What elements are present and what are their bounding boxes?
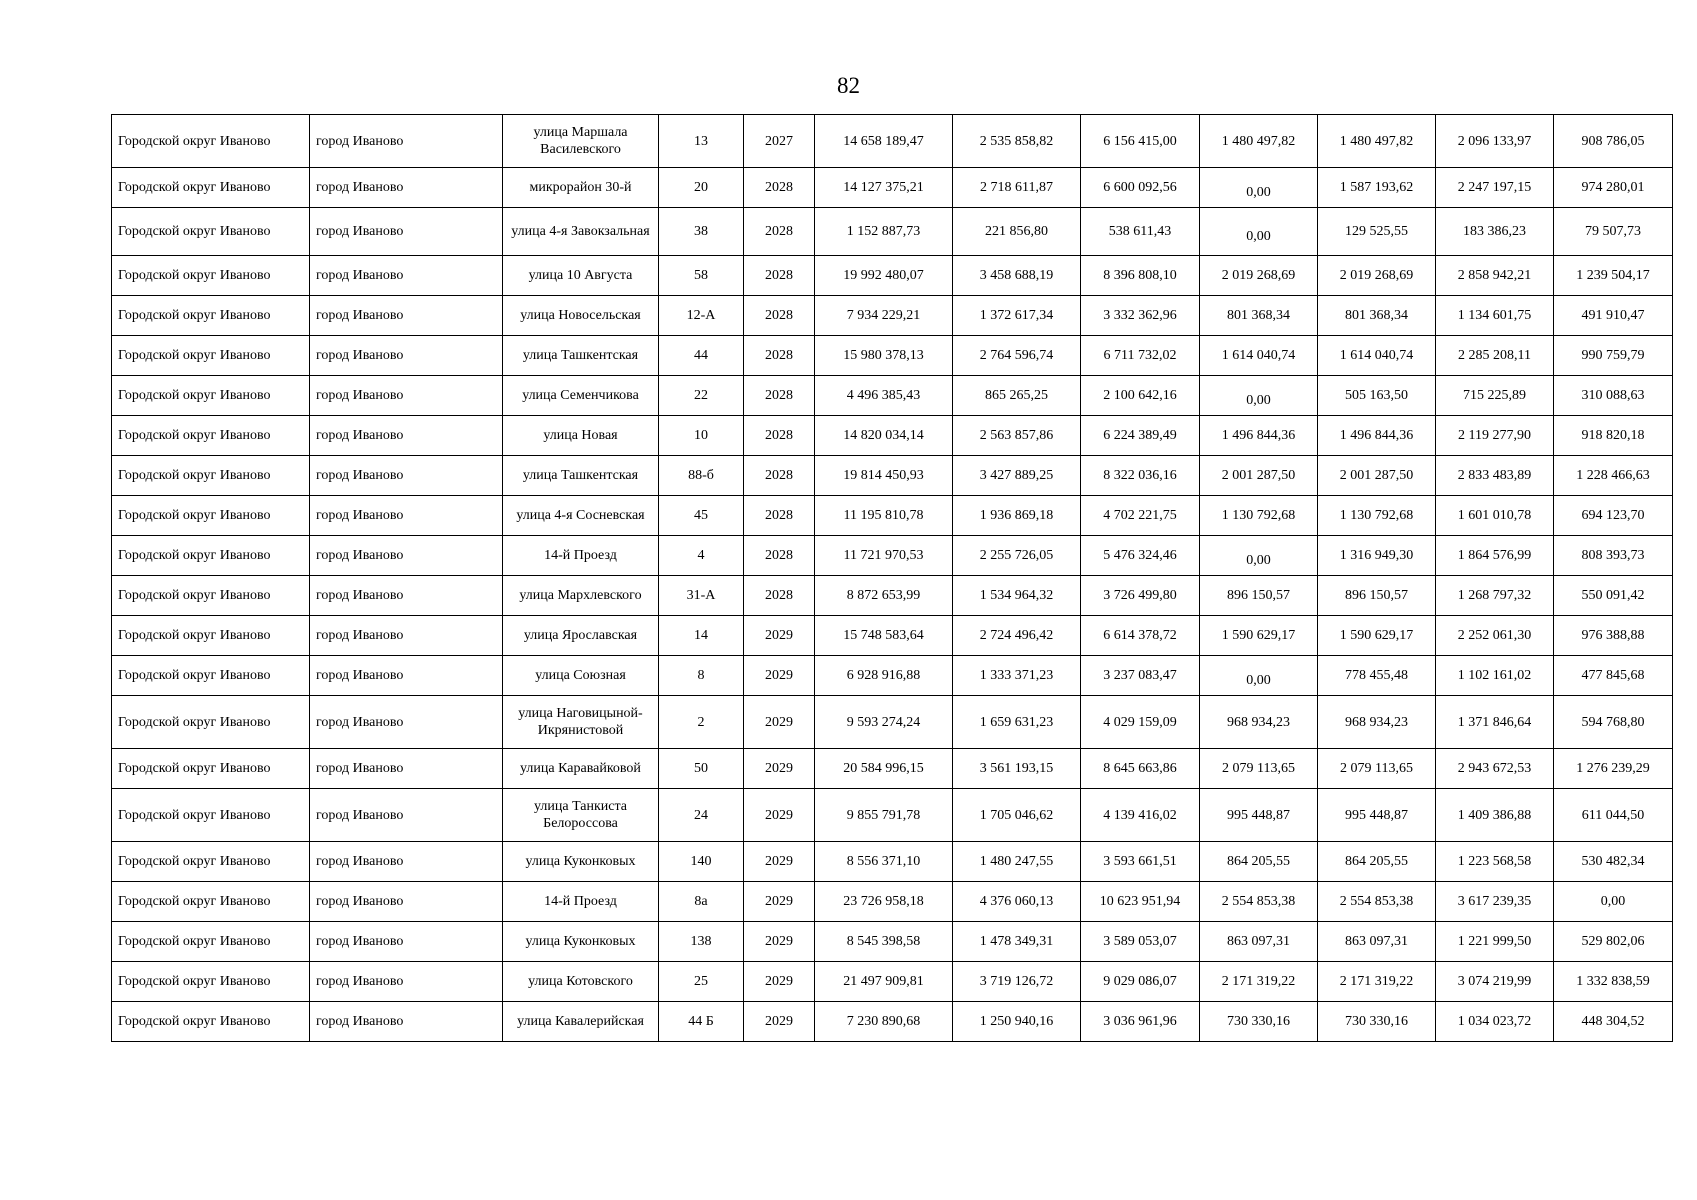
- amount-cell-3: 1 480 497,82: [1200, 115, 1318, 168]
- municipality-cell: Городской округ Иваново: [112, 656, 310, 696]
- amount-cell-4: 2 171 319,22: [1318, 962, 1436, 1002]
- street-cell: улица Каравайковой: [503, 749, 659, 789]
- amount-cell-4: 1 590 629,17: [1318, 616, 1436, 656]
- house-number-cell: 138: [659, 922, 744, 962]
- year-cell: 2029: [744, 656, 815, 696]
- year-cell: 2029: [744, 882, 815, 922]
- year-cell: 2028: [744, 256, 815, 296]
- house-number-cell: 88-б: [659, 456, 744, 496]
- total-cost-cell: 19 814 450,93: [815, 456, 953, 496]
- amount-cell-3: 2 079 113,65: [1200, 749, 1318, 789]
- municipality-cell: Городской округ Иваново: [112, 789, 310, 842]
- table-row: [112, 376, 1673, 416]
- settlement-cell: город Иваново: [310, 922, 503, 962]
- amount-cell-4: 896 150,57: [1318, 576, 1436, 616]
- settlement-cell: город Иваново: [310, 696, 503, 749]
- house-number-cell: 8а: [659, 882, 744, 922]
- settlement-cell: город Иваново: [310, 496, 503, 536]
- total-cost-cell: 7 230 890,68: [815, 1002, 953, 1042]
- amount-cell-3: 896 150,57: [1200, 576, 1318, 616]
- amount-cell-6: 529 802,06: [1554, 922, 1673, 962]
- amount-cell-1: 2 718 611,87: [953, 168, 1081, 208]
- street-cell: улица Куконковых: [503, 922, 659, 962]
- amount-cell-2: 6 614 378,72: [1081, 616, 1200, 656]
- total-cost-cell: 14 820 034,14: [815, 416, 953, 456]
- house-number-cell: 140: [659, 842, 744, 882]
- amount-cell-1: 1 250 940,16: [953, 1002, 1081, 1042]
- year-cell: 2028: [744, 208, 815, 256]
- year-cell: 2029: [744, 789, 815, 842]
- amount-cell-1: 2 724 496,42: [953, 616, 1081, 656]
- year-cell: 2029: [744, 749, 815, 789]
- amount-cell-1: 2 563 857,86: [953, 416, 1081, 456]
- amount-cell-3: 0,00: [1200, 208, 1318, 256]
- amount-cell-3: 801 368,34: [1200, 296, 1318, 336]
- table-row: [112, 962, 1673, 1002]
- table-row: [112, 882, 1673, 922]
- amount-cell-5: 1 221 999,50: [1436, 922, 1554, 962]
- house-number-cell: 58: [659, 256, 744, 296]
- municipality-cell: Городской округ Иваново: [112, 749, 310, 789]
- municipality-cell: Городской округ Иваново: [112, 208, 310, 256]
- amount-cell-4: 1 587 193,62: [1318, 168, 1436, 208]
- amount-cell-3: 0,00: [1200, 168, 1318, 208]
- amount-cell-5: 1 371 846,64: [1436, 696, 1554, 749]
- settlement-cell: город Иваново: [310, 616, 503, 656]
- amount-cell-2: 5 476 324,46: [1081, 536, 1200, 576]
- table-row: [112, 416, 1673, 456]
- table-row: [112, 789, 1673, 842]
- municipality-cell: Городской округ Иваново: [112, 456, 310, 496]
- table-row: [112, 115, 1673, 168]
- municipality-cell: Городской округ Иваново: [112, 496, 310, 536]
- year-cell: 2028: [744, 376, 815, 416]
- settlement-cell: город Иваново: [310, 789, 503, 842]
- year-cell: 2029: [744, 616, 815, 656]
- amount-cell-6: 477 845,68: [1554, 656, 1673, 696]
- year-cell: 2029: [744, 696, 815, 749]
- municipality-cell: Городской округ Иваново: [112, 115, 310, 168]
- settlement-cell: город Иваново: [310, 376, 503, 416]
- year-cell: 2028: [744, 168, 815, 208]
- total-cost-cell: 15 748 583,64: [815, 616, 953, 656]
- table-row: [112, 296, 1673, 336]
- amount-cell-4: 730 330,16: [1318, 1002, 1436, 1042]
- year-cell: 2029: [744, 1002, 815, 1042]
- settlement-cell: город Иваново: [310, 576, 503, 616]
- amount-cell-1: 2 764 596,74: [953, 336, 1081, 376]
- street-cell: улица Семенчикова: [503, 376, 659, 416]
- settlement-cell: город Иваново: [310, 656, 503, 696]
- year-cell: 2029: [744, 962, 815, 1002]
- amount-cell-1: 1 480 247,55: [953, 842, 1081, 882]
- amount-cell-2: 8 322 036,16: [1081, 456, 1200, 496]
- year-cell: 2028: [744, 296, 815, 336]
- total-cost-cell: 15 980 378,13: [815, 336, 953, 376]
- house-number-cell: 14: [659, 616, 744, 656]
- year-cell: 2027: [744, 115, 815, 168]
- table-row: [112, 336, 1673, 376]
- amount-cell-6: 976 388,88: [1554, 616, 1673, 656]
- year-cell: 2029: [744, 922, 815, 962]
- table-row: [112, 616, 1673, 656]
- amount-cell-1: 1 936 869,18: [953, 496, 1081, 536]
- amount-cell-2: 6 711 732,02: [1081, 336, 1200, 376]
- amount-cell-3: 1 614 040,74: [1200, 336, 1318, 376]
- year-cell: 2028: [744, 336, 815, 376]
- amount-cell-1: 4 376 060,13: [953, 882, 1081, 922]
- settlement-cell: город Иваново: [310, 416, 503, 456]
- amount-cell-3: 968 934,23: [1200, 696, 1318, 749]
- municipality-cell: Городской округ Иваново: [112, 376, 310, 416]
- amount-cell-3: 730 330,16: [1200, 1002, 1318, 1042]
- total-cost-cell: 9 593 274,24: [815, 696, 953, 749]
- amount-cell-1: 221 856,80: [953, 208, 1081, 256]
- amount-cell-5: 1 268 797,32: [1436, 576, 1554, 616]
- settlement-cell: город Иваново: [310, 842, 503, 882]
- year-cell: 2028: [744, 456, 815, 496]
- amount-cell-2: 3 726 499,80: [1081, 576, 1200, 616]
- amount-cell-5: 2 943 672,53: [1436, 749, 1554, 789]
- table-row: [112, 256, 1673, 296]
- amount-cell-6: 594 768,80: [1554, 696, 1673, 749]
- total-cost-cell: 14 658 189,47: [815, 115, 953, 168]
- amount-cell-5: 183 386,23: [1436, 208, 1554, 256]
- municipality-cell: Городской округ Иваново: [112, 616, 310, 656]
- street-cell: улица Ташкентская: [503, 336, 659, 376]
- amount-cell-6: 694 123,70: [1554, 496, 1673, 536]
- amount-cell-5: 2 119 277,90: [1436, 416, 1554, 456]
- municipality-cell: Городской округ Иваново: [112, 168, 310, 208]
- amount-cell-1: 1 534 964,32: [953, 576, 1081, 616]
- table-row: [112, 696, 1673, 749]
- house-number-cell: 12-А: [659, 296, 744, 336]
- amount-cell-1: 3 458 688,19: [953, 256, 1081, 296]
- amount-cell-3: 0,00: [1200, 376, 1318, 416]
- year-cell: 2028: [744, 496, 815, 536]
- amount-cell-1: 2 535 858,82: [953, 115, 1081, 168]
- amount-cell-6: 974 280,01: [1554, 168, 1673, 208]
- year-cell: 2028: [744, 536, 815, 576]
- street-cell: улица Кавалерийская: [503, 1002, 659, 1042]
- amount-cell-6: 79 507,73: [1554, 208, 1673, 256]
- street-cell: улица Куконковых: [503, 842, 659, 882]
- amount-cell-3: 0,00: [1200, 656, 1318, 696]
- house-number-cell: 10: [659, 416, 744, 456]
- total-cost-cell: 20 584 996,15: [815, 749, 953, 789]
- amount-cell-2: 6 224 389,49: [1081, 416, 1200, 456]
- amount-cell-2: 2 100 642,16: [1081, 376, 1200, 416]
- municipality-cell: Городской округ Иваново: [112, 696, 310, 749]
- municipality-cell: Городской округ Иваново: [112, 1002, 310, 1042]
- amount-cell-5: 1 409 386,88: [1436, 789, 1554, 842]
- amount-cell-6: 918 820,18: [1554, 416, 1673, 456]
- municipality-cell: Городской округ Иваново: [112, 882, 310, 922]
- settlement-cell: город Иваново: [310, 256, 503, 296]
- municipality-cell: Городской округ Иваново: [112, 336, 310, 376]
- year-cell: 2029: [744, 842, 815, 882]
- total-cost-cell: 11 721 970,53: [815, 536, 953, 576]
- street-cell: улица Маршала Василевского: [503, 115, 659, 168]
- house-number-cell: 50: [659, 749, 744, 789]
- amount-cell-4: 2 001 287,50: [1318, 456, 1436, 496]
- amount-cell-4: 2 019 268,69: [1318, 256, 1436, 296]
- house-number-cell: 22: [659, 376, 744, 416]
- total-cost-cell: 21 497 909,81: [815, 962, 953, 1002]
- house-number-cell: 24: [659, 789, 744, 842]
- amount-cell-1: 1 659 631,23: [953, 696, 1081, 749]
- amount-cell-2: 8 396 808,10: [1081, 256, 1200, 296]
- amount-cell-1: 3 561 193,15: [953, 749, 1081, 789]
- table-row: [112, 1002, 1673, 1042]
- street-cell: улица Ташкентская: [503, 456, 659, 496]
- amount-cell-6: 310 088,63: [1554, 376, 1673, 416]
- amount-cell-5: 1 102 161,02: [1436, 656, 1554, 696]
- amount-cell-4: 801 368,34: [1318, 296, 1436, 336]
- amount-cell-3: 864 205,55: [1200, 842, 1318, 882]
- amount-cell-4: 863 097,31: [1318, 922, 1436, 962]
- settlement-cell: город Иваново: [310, 208, 503, 256]
- street-cell: улица Новая: [503, 416, 659, 456]
- amount-cell-4: 1 480 497,82: [1318, 115, 1436, 168]
- amount-cell-2: 4 702 221,75: [1081, 496, 1200, 536]
- amount-cell-2: 6 156 415,00: [1081, 115, 1200, 168]
- municipality-cell: Городской округ Иваново: [112, 576, 310, 616]
- house-number-cell: 44: [659, 336, 744, 376]
- amount-cell-6: 491 910,47: [1554, 296, 1673, 336]
- street-cell: улица Новосельская: [503, 296, 659, 336]
- amount-cell-5: 2 833 483,89: [1436, 456, 1554, 496]
- house-number-cell: 31-А: [659, 576, 744, 616]
- street-cell: улица Котовского: [503, 962, 659, 1002]
- municipality-cell: Городской округ Иваново: [112, 536, 310, 576]
- year-cell: 2028: [744, 416, 815, 456]
- amount-cell-6: 448 304,52: [1554, 1002, 1673, 1042]
- municipality-cell: Городской округ Иваново: [112, 416, 310, 456]
- amount-cell-5: 1 601 010,78: [1436, 496, 1554, 536]
- amount-cell-5: 715 225,89: [1436, 376, 1554, 416]
- amount-cell-6: 1 332 838,59: [1554, 962, 1673, 1002]
- total-cost-cell: 6 928 916,88: [815, 656, 953, 696]
- table-row: [112, 749, 1673, 789]
- house-number-cell: 4: [659, 536, 744, 576]
- amount-cell-2: 3 589 053,07: [1081, 922, 1200, 962]
- table-row: [112, 656, 1673, 696]
- amount-cell-6: 1 228 466,63: [1554, 456, 1673, 496]
- amount-cell-1: 1 705 046,62: [953, 789, 1081, 842]
- amount-cell-2: 8 645 663,86: [1081, 749, 1200, 789]
- amount-cell-4: 1 316 949,30: [1318, 536, 1436, 576]
- street-cell: улица Наговицыной-Икрянистовой: [503, 696, 659, 749]
- amount-cell-1: 2 255 726,05: [953, 536, 1081, 576]
- amount-cell-5: 1 223 568,58: [1436, 842, 1554, 882]
- amount-cell-5: 3 617 239,35: [1436, 882, 1554, 922]
- street-cell: улица Ярославская: [503, 616, 659, 656]
- house-number-cell: 13: [659, 115, 744, 168]
- table-row: [112, 536, 1673, 576]
- total-cost-cell: 8 872 653,99: [815, 576, 953, 616]
- amount-cell-1: 1 478 349,31: [953, 922, 1081, 962]
- amount-cell-6: 990 759,79: [1554, 336, 1673, 376]
- total-cost-cell: 4 496 385,43: [815, 376, 953, 416]
- table-row: [112, 456, 1673, 496]
- amount-cell-5: 2 858 942,21: [1436, 256, 1554, 296]
- amount-cell-6: 550 091,42: [1554, 576, 1673, 616]
- amount-cell-4: 968 934,23: [1318, 696, 1436, 749]
- amount-cell-3: 2 019 268,69: [1200, 256, 1318, 296]
- amount-cell-2: 10 623 951,94: [1081, 882, 1200, 922]
- amount-cell-1: 3 427 889,25: [953, 456, 1081, 496]
- amount-cell-3: 1 590 629,17: [1200, 616, 1318, 656]
- table-row: [112, 922, 1673, 962]
- amount-cell-3: 1 130 792,68: [1200, 496, 1318, 536]
- settlement-cell: город Иваново: [310, 962, 503, 1002]
- settlement-cell: город Иваново: [310, 882, 503, 922]
- settlement-cell: город Иваново: [310, 456, 503, 496]
- municipality-cell: Городской округ Иваново: [112, 296, 310, 336]
- house-number-cell: 20: [659, 168, 744, 208]
- page-number: 82: [837, 73, 860, 98]
- amount-cell-3: 0,00: [1200, 536, 1318, 576]
- settlement-cell: город Иваново: [310, 296, 503, 336]
- total-cost-cell: 14 127 375,21: [815, 168, 953, 208]
- total-cost-cell: 8 556 371,10: [815, 842, 953, 882]
- table-row: [112, 168, 1673, 208]
- street-cell: улица Танкиста Белороссова: [503, 789, 659, 842]
- amount-cell-2: 4 029 159,09: [1081, 696, 1200, 749]
- total-cost-cell: 11 195 810,78: [815, 496, 953, 536]
- amount-cell-6: 0,00: [1554, 882, 1673, 922]
- amount-cell-4: 1 614 040,74: [1318, 336, 1436, 376]
- street-cell: улица Мархлевского: [503, 576, 659, 616]
- year-cell: 2028: [744, 576, 815, 616]
- amount-cell-1: 865 265,25: [953, 376, 1081, 416]
- amount-cell-5: 2 285 208,11: [1436, 336, 1554, 376]
- amount-cell-4: 1 130 792,68: [1318, 496, 1436, 536]
- amount-cell-6: 1 239 504,17: [1554, 256, 1673, 296]
- amount-cell-4: 864 205,55: [1318, 842, 1436, 882]
- amount-cell-2: 3 593 661,51: [1081, 842, 1200, 882]
- house-number-cell: 44 Б: [659, 1002, 744, 1042]
- amount-cell-3: 995 448,87: [1200, 789, 1318, 842]
- total-cost-cell: 8 545 398,58: [815, 922, 953, 962]
- amount-cell-6: 808 393,73: [1554, 536, 1673, 576]
- table-row: [112, 576, 1673, 616]
- municipality-cell: Городской округ Иваново: [112, 922, 310, 962]
- settlement-cell: город Иваново: [310, 336, 503, 376]
- street-cell: микрорайон 30-й: [503, 168, 659, 208]
- municipality-cell: Городской округ Иваново: [112, 842, 310, 882]
- amount-cell-3: 1 496 844,36: [1200, 416, 1318, 456]
- amount-cell-6: 530 482,34: [1554, 842, 1673, 882]
- house-number-cell: 45: [659, 496, 744, 536]
- amount-cell-4: 778 455,48: [1318, 656, 1436, 696]
- amount-cell-1: 3 719 126,72: [953, 962, 1081, 1002]
- amount-cell-2: 9 029 086,07: [1081, 962, 1200, 1002]
- amount-cell-4: 995 448,87: [1318, 789, 1436, 842]
- total-cost-cell: 1 152 887,73: [815, 208, 953, 256]
- street-cell: 14-й Проезд: [503, 882, 659, 922]
- street-cell: улица Союзная: [503, 656, 659, 696]
- amount-cell-5: 3 074 219,99: [1436, 962, 1554, 1002]
- amount-cell-3: 2 171 319,22: [1200, 962, 1318, 1002]
- amount-cell-4: 2 079 113,65: [1318, 749, 1436, 789]
- municipality-cell: Городской округ Иваново: [112, 256, 310, 296]
- amount-cell-5: 2 096 133,97: [1436, 115, 1554, 168]
- amount-cell-6: 611 044,50: [1554, 789, 1673, 842]
- amount-cell-5: 2 247 197,15: [1436, 168, 1554, 208]
- amount-cell-1: 1 333 371,23: [953, 656, 1081, 696]
- amount-cell-5: 1 134 601,75: [1436, 296, 1554, 336]
- amount-cell-3: 2 001 287,50: [1200, 456, 1318, 496]
- street-cell: 14-й Проезд: [503, 536, 659, 576]
- housing-repair-table: [111, 114, 1673, 1042]
- amount-cell-2: 3 237 083,47: [1081, 656, 1200, 696]
- amount-cell-4: 129 525,55: [1318, 208, 1436, 256]
- amount-cell-2: 538 611,43: [1081, 208, 1200, 256]
- total-cost-cell: 7 934 229,21: [815, 296, 953, 336]
- amount-cell-3: 863 097,31: [1200, 922, 1318, 962]
- street-cell: улица 10 Августа: [503, 256, 659, 296]
- amount-cell-2: 3 036 961,96: [1081, 1002, 1200, 1042]
- amount-cell-4: 1 496 844,36: [1318, 416, 1436, 456]
- street-cell: улица 4-я Завокзальная: [503, 208, 659, 256]
- amount-cell-1: 1 372 617,34: [953, 296, 1081, 336]
- amount-cell-5: 2 252 061,30: [1436, 616, 1554, 656]
- total-cost-cell: 23 726 958,18: [815, 882, 953, 922]
- total-cost-cell: 9 855 791,78: [815, 789, 953, 842]
- amount-cell-5: 1 034 023,72: [1436, 1002, 1554, 1042]
- settlement-cell: город Иваново: [310, 749, 503, 789]
- settlement-cell: город Иваново: [310, 536, 503, 576]
- table-row: [112, 208, 1673, 256]
- settlement-cell: город Иваново: [310, 168, 503, 208]
- amount-cell-6: 1 276 239,29: [1554, 749, 1673, 789]
- settlement-cell: город Иваново: [310, 115, 503, 168]
- table-row: [112, 842, 1673, 882]
- house-number-cell: 8: [659, 656, 744, 696]
- amount-cell-4: 2 554 853,38: [1318, 882, 1436, 922]
- table-body: [112, 115, 1673, 1042]
- house-number-cell: 2: [659, 696, 744, 749]
- house-number-cell: 38: [659, 208, 744, 256]
- house-number-cell: 25: [659, 962, 744, 1002]
- amount-cell-2: 4 139 416,02: [1081, 789, 1200, 842]
- settlement-cell: город Иваново: [310, 1002, 503, 1042]
- street-cell: улица 4-я Сосневская: [503, 496, 659, 536]
- amount-cell-3: 2 554 853,38: [1200, 882, 1318, 922]
- amount-cell-5: 1 864 576,99: [1436, 536, 1554, 576]
- amount-cell-2: 3 332 362,96: [1081, 296, 1200, 336]
- table-row: [112, 496, 1673, 536]
- amount-cell-6: 908 786,05: [1554, 115, 1673, 168]
- amount-cell-4: 505 163,50: [1318, 376, 1436, 416]
- total-cost-cell: 19 992 480,07: [815, 256, 953, 296]
- amount-cell-2: 6 600 092,56: [1081, 168, 1200, 208]
- municipality-cell: Городской округ Иваново: [112, 962, 310, 1002]
